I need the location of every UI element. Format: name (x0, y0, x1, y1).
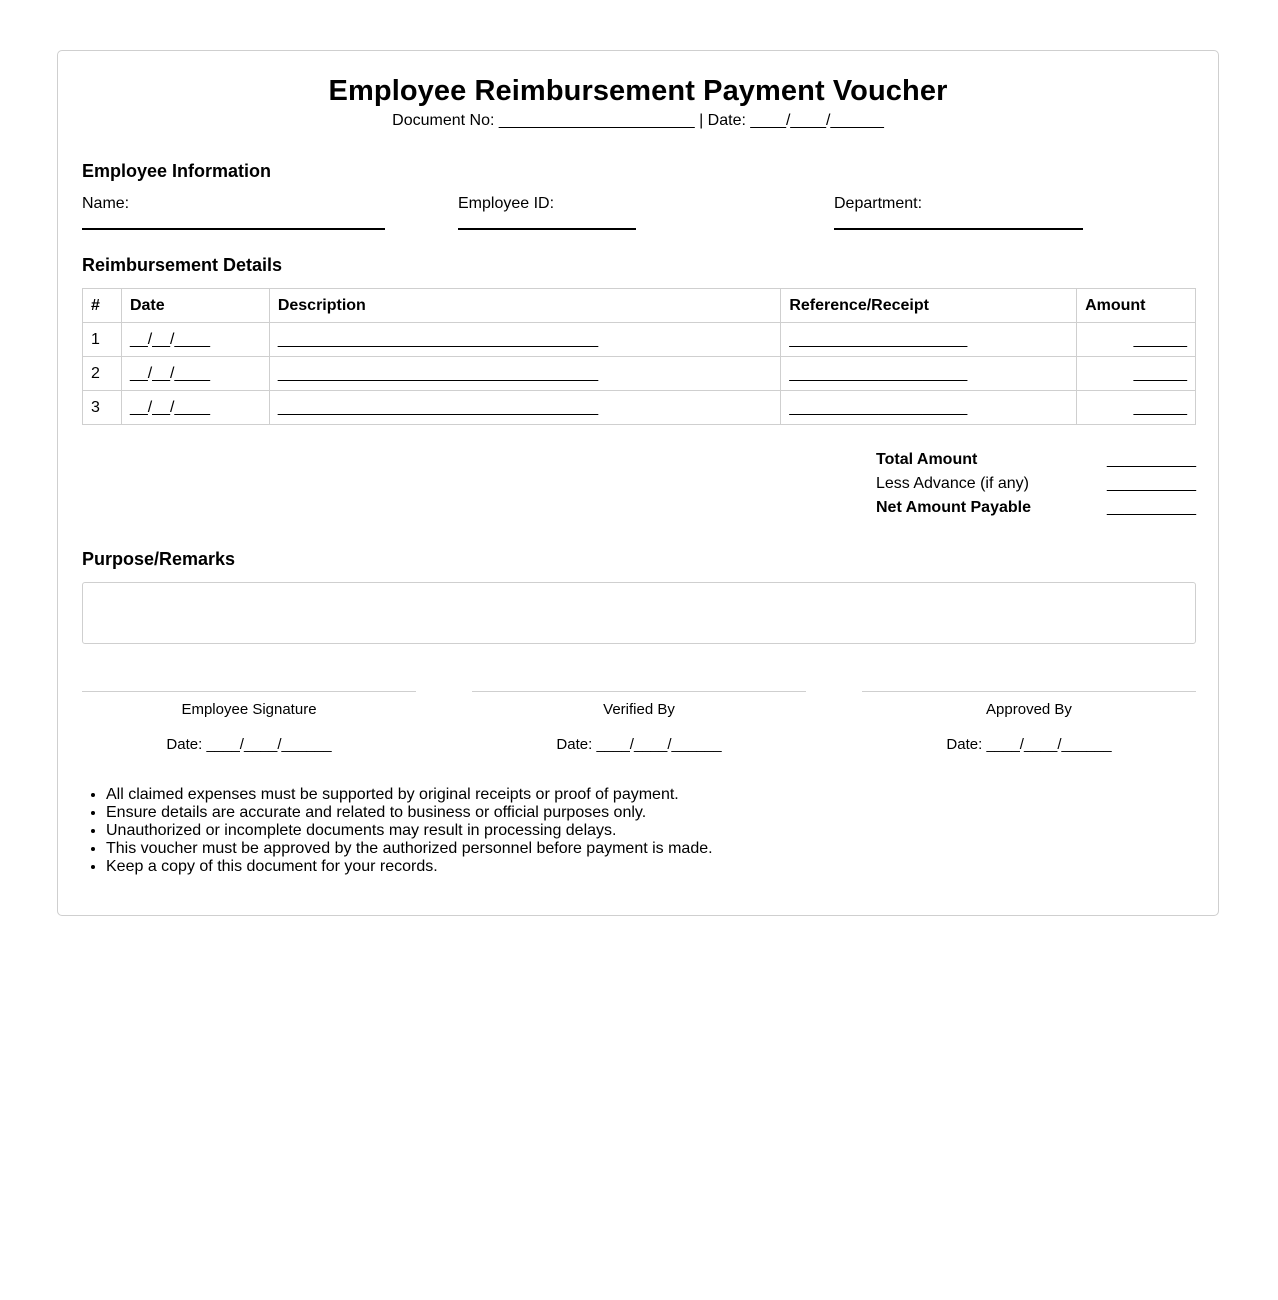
row-description[interactable]: ____________________________________ (269, 323, 781, 357)
verified-by-block (472, 691, 806, 753)
column-header-amount: Amount (1077, 289, 1196, 323)
row-date[interactable]: __/__/____ (121, 391, 269, 425)
net-amount-row (876, 499, 1196, 523)
row-date[interactable]: __/__/____ (121, 323, 269, 357)
row-amount[interactable]: ______ (1077, 323, 1196, 357)
table-row (83, 323, 1196, 357)
list-item: • All claimed expenses must be supported by original receipts or proof of payment. (106, 786, 713, 804)
total-amount-value[interactable]: __________ (1107, 451, 1196, 468)
employee-signature-line[interactable] (82, 691, 416, 692)
row-amount[interactable]: ______ (1077, 357, 1196, 391)
notes-list (82, 786, 713, 876)
verified-by-date[interactable]: Date: ____/____/______ (556, 736, 722, 753)
employee-signature-label: Employee Signature (181, 701, 317, 718)
total-amount-label: Total Amount (876, 451, 978, 468)
department-input-line[interactable] (834, 228, 1083, 230)
table-row (83, 357, 1196, 391)
name-input-line[interactable] (82, 228, 385, 230)
employee-information-heading: Employee Information (82, 161, 272, 181)
employee-id-input-line[interactable] (458, 228, 636, 230)
row-reference[interactable]: ____________________ (781, 391, 1077, 425)
employee-id-field[interactable] (458, 195, 636, 213)
employee-signature-block (82, 691, 416, 753)
row-description[interactable]: ____________________________________ (269, 391, 781, 425)
row-number: 1 (83, 323, 122, 357)
name-field[interactable] (82, 195, 385, 213)
total-amount-row (876, 451, 1196, 475)
net-amount-label: Net Amount Payable (876, 499, 1031, 516)
row-number: 2 (83, 357, 122, 391)
verified-by-line[interactable] (472, 691, 806, 692)
department-label: Department: (834, 195, 923, 212)
column-header-description: Description (269, 289, 781, 323)
list-item: • Ensure details are accurate and related to business or official purposes only. (106, 804, 713, 822)
reimbursement-details-heading: Reimbursement Details (82, 255, 283, 275)
row-number: 3 (83, 391, 122, 425)
less-advance-row (876, 475, 1196, 499)
list-item: • Keep a copy of this document for your records. (106, 858, 713, 876)
approved-by-label: Approved By (986, 701, 1072, 718)
row-date[interactable]: __/__/____ (121, 357, 269, 391)
table-header-row (83, 289, 1196, 323)
less-advance-value[interactable]: __________ (1107, 475, 1196, 492)
document-number-date: Document No: ______________________ | Date: ____/____/______ (392, 112, 884, 129)
column-header-date: Date (121, 289, 269, 323)
employee-id-label: Employee ID: (458, 195, 555, 212)
voucher-document (57, 50, 1219, 916)
net-amount-value[interactable]: __________ (1107, 499, 1196, 516)
column-header-reference: Reference/Receipt (781, 289, 1077, 323)
table-row (83, 391, 1196, 425)
employee-signature-date[interactable]: Date: ____/____/______ (166, 736, 332, 753)
less-advance-label: Less Advance (if any) (876, 475, 1029, 492)
row-reference[interactable]: ____________________ (781, 323, 1077, 357)
purpose-remarks-heading: Purpose/Remarks (82, 549, 236, 569)
department-field[interactable] (834, 195, 1083, 213)
approved-by-date[interactable]: Date: ____/____/______ (946, 736, 1112, 753)
reimbursement-table (82, 288, 1196, 425)
row-reference[interactable]: ____________________ (781, 357, 1077, 391)
document-title: Employee Reimbursement Payment Voucher (328, 75, 948, 107)
name-label: Name: (82, 195, 130, 212)
approved-by-block (862, 691, 1196, 753)
list-item: • This voucher must be approved by the authorized personnel before payment is made. (106, 840, 713, 858)
row-amount[interactable]: ______ (1077, 391, 1196, 425)
verified-by-label: Verified By (603, 701, 675, 718)
approved-by-line[interactable] (862, 691, 1196, 692)
list-item: • Unauthorized or incomplete documents may result in processing delays. (106, 822, 713, 840)
row-description[interactable]: ____________________________________ (269, 357, 781, 391)
totals-summary (876, 451, 1196, 523)
purpose-remarks-box[interactable] (82, 582, 1196, 644)
column-header-number: # (83, 289, 122, 323)
